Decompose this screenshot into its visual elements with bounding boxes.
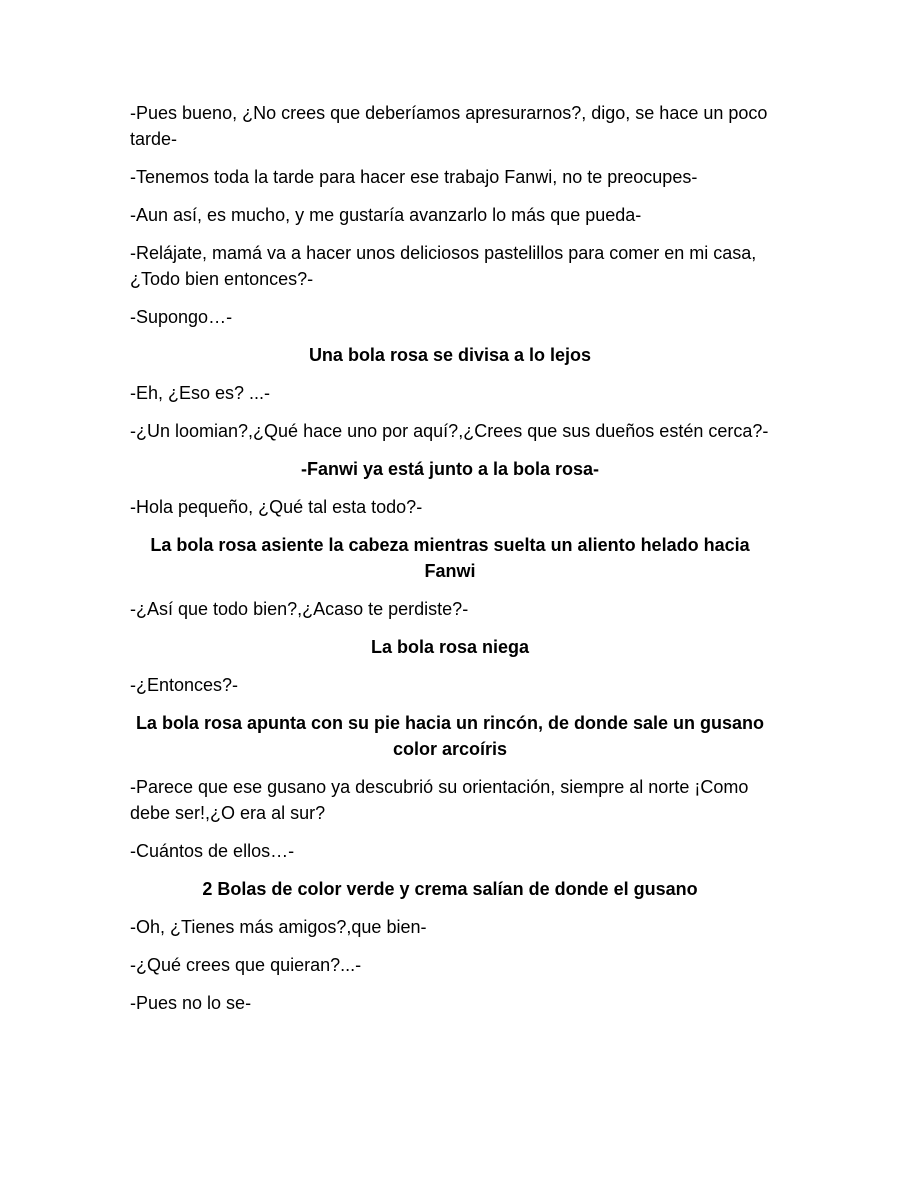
dialogue-line: -Cuántos de ellos…- — [130, 841, 295, 861]
dialogue-line: -Pues no lo se- — [130, 993, 252, 1013]
dialogue-line: -¿Entonces?- — [130, 675, 239, 695]
dialogue-line: -Eh, ¿Eso es? ...- — [130, 383, 271, 403]
dialogue-line: -Oh, ¿Tienes más amigos?,que bien- — [130, 917, 427, 937]
dialogue-line: -¿Así que todo bien?,¿Acaso te perdiste?- — [130, 599, 469, 619]
dialogue-line: -Aun así, es mucho, y me gustaría avanzarlo lo más que pueda- — [130, 205, 642, 225]
narration-line: 2 Bolas de color verde y crema salían de donde el gusano — [202, 879, 698, 899]
document-page — [130, 100, 770, 1028]
narration-line: La bola rosa niega — [370, 637, 530, 657]
narration-line: La bola rosa asiente la cabeza mientras suelta un aliento helado hacia Fanwi — [150, 535, 750, 581]
narration-line: Una bola rosa se divisa a lo lejos — [308, 345, 592, 365]
dialogue-line: -Supongo…- — [130, 307, 233, 327]
dialogue-line: -Tenemos toda la tarde para hacer ese trabajo Fanwi, no te preocupes- — [130, 167, 698, 187]
dialogue-line: -Pues bueno, ¿No crees que deberíamos apresurarnos?, digo, se hace un poco tarde- — [130, 103, 768, 149]
dialogue-line: -Relájate, mamá va a hacer unos deliciosos pastelillos para comer en mi casa, ¿Todo bien entonces?- — [130, 243, 757, 289]
dialogue-line: -¿Un loomian?,¿Qué hace uno por aquí?,¿Crees que sus dueños estén cerca?- — [130, 421, 769, 441]
dialogue-line: -Hola pequeño, ¿Qué tal esta todo?- — [130, 497, 423, 517]
dialogue-line: -¿Qué crees que quieran?...- — [130, 955, 362, 975]
dialogue-line: -Parece que ese gusano ya descubrió su orientación, siempre al norte ¡Como debe ser!,¿O era al sur? — [130, 777, 749, 823]
narration-line: -Fanwi ya está junto a la bola rosa- — [300, 459, 600, 479]
narration-line: La bola rosa apunta con su pie hacia un rincón, de donde sale un gusano color arcoíris — [135, 713, 765, 759]
